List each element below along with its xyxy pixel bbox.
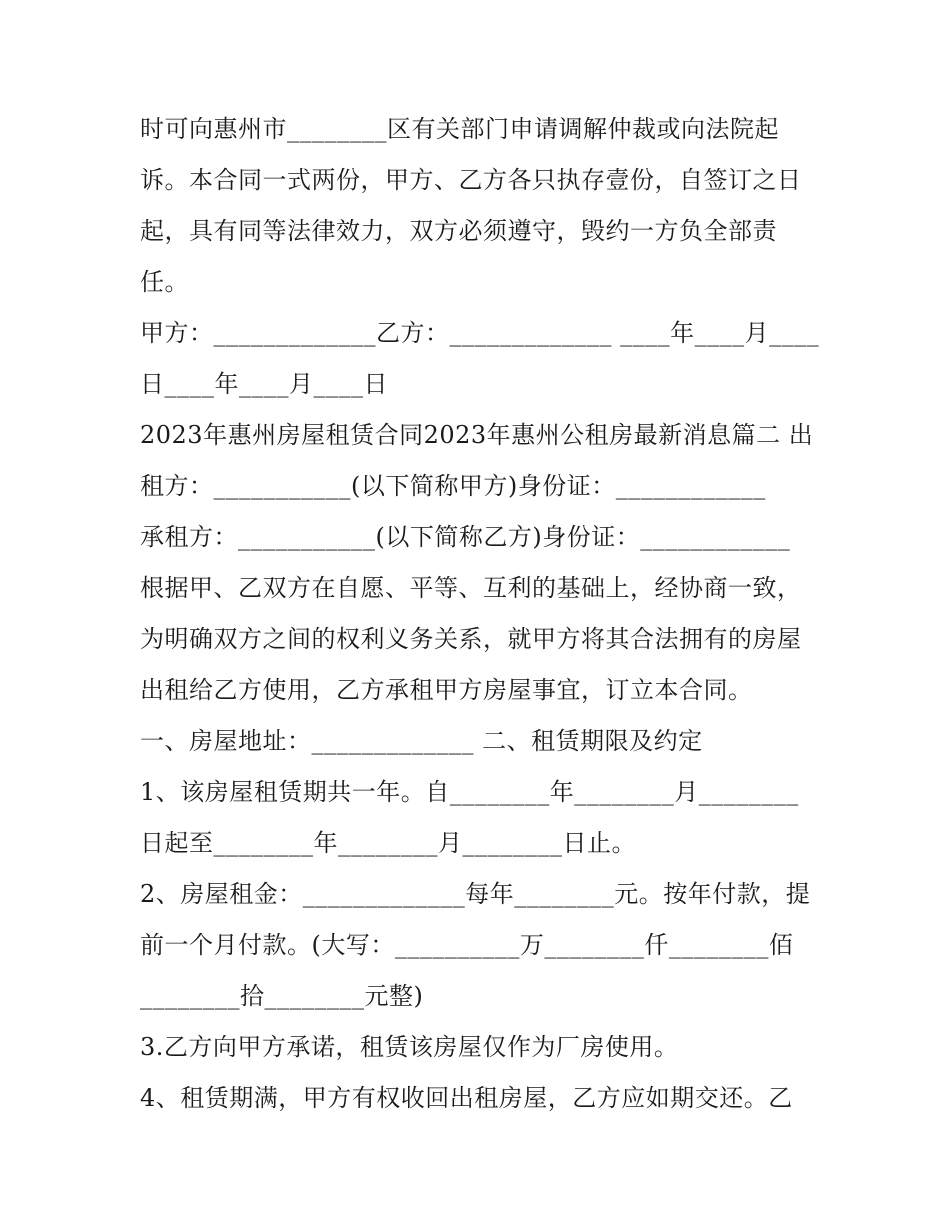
lessee-line: 承租方：___________(以下简称乙方)身份证：____________ — [140, 523, 791, 551]
clause-rent-line: 2、房屋租金：_____________每年________元。按年付款，提 — [140, 880, 811, 908]
clause-address-line: 一、房屋地址：_____________ 二、租赁期限及约定 — [140, 727, 703, 755]
clause-expiry-line: 4、租赁期满，甲方有权收回出租房屋，乙方应如期交还。乙 — [140, 1084, 793, 1112]
contract-body-text — [140, 104, 820, 1124]
text-line: 任。 — [140, 268, 189, 296]
signature-line: 甲方：_____________乙方：_____________ ____年____月____ — [140, 319, 820, 347]
lessor-line: 租方：___________(以下简称甲方)身份证：____________ — [140, 472, 766, 500]
text-line: 时可向惠州市________区有关部门申请调解仲裁或向法院起 — [140, 115, 779, 143]
text-line: 日起至________年________月________日止。 — [140, 829, 636, 857]
text-line: 为明确双方之间的权利义务关系，就甲方将其合法拥有的房屋 — [140, 625, 802, 653]
clause-usage-line: 3.乙方向甲方承诺，租赁该房屋仅作为厂房使用。 — [140, 1033, 679, 1061]
text-line: 前一个月付款。(大写：__________万________仟________佰 — [140, 931, 794, 959]
date-line: 日____年____月____日 — [140, 370, 388, 398]
section-heading-line: 2023年惠州房屋租赁合同2023年惠州公租房最新消息篇二 出 — [140, 421, 814, 449]
clause-term-line: 1、该房屋租赁期共一年。自________年________月________ — [140, 778, 799, 806]
text-line: 起，具有同等法律效力，双方必须遵守，毁约一方负全部责 — [140, 217, 777, 245]
text-line: ________拾________元整) — [140, 982, 424, 1010]
text-line: 诉。本合同一式两份，甲方、乙方各只执存壹份，自签订之日 — [140, 166, 802, 194]
text-line: 根据甲、乙双方在自愿、平等、互利的基础上，经协商一致， — [140, 574, 802, 602]
text-line: 出租给乙方使用，乙方承租甲方房屋事宜，订立本合同。 — [140, 676, 753, 704]
